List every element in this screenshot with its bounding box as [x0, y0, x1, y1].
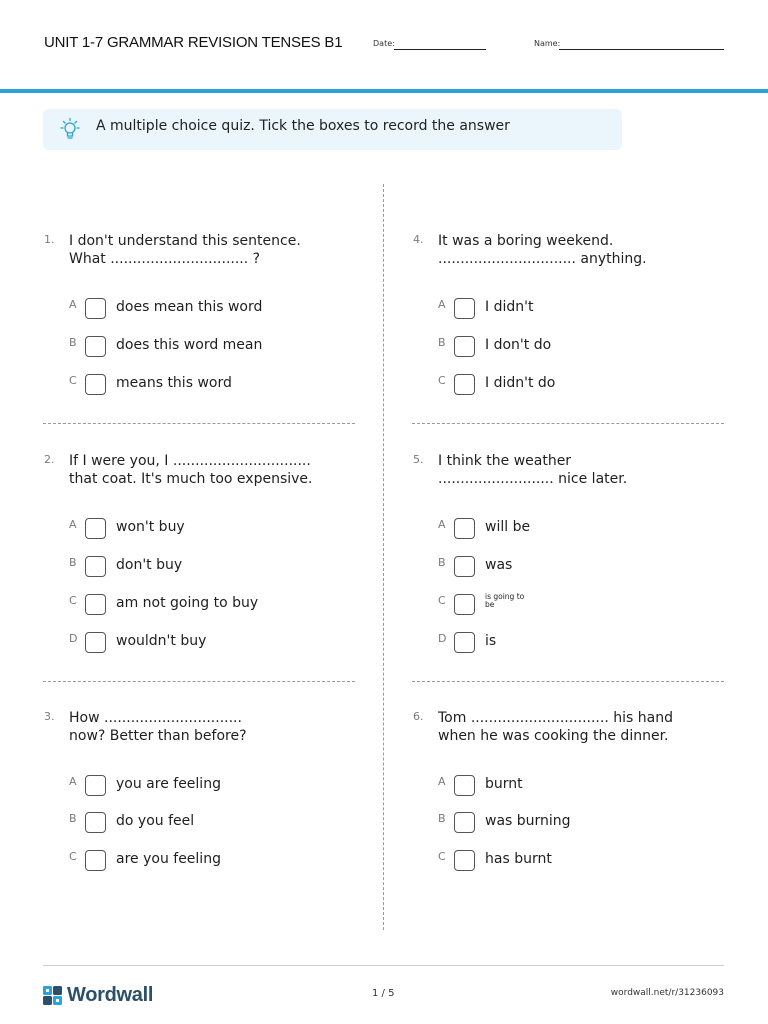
question-divider	[43, 423, 355, 424]
answer-option[interactable]	[69, 556, 369, 580]
date-label: Date:	[373, 39, 395, 48]
question-line: I think the weather	[438, 453, 572, 469]
option-letter: C	[438, 374, 446, 387]
answer-option[interactable]	[438, 518, 738, 542]
question-number: 5.	[413, 453, 424, 466]
question-line: .......................... nice later.	[438, 471, 628, 487]
answer-checkbox[interactable]	[454, 594, 475, 615]
answer-option[interactable]	[69, 850, 369, 874]
answer-option[interactable]	[438, 775, 738, 799]
answer-option[interactable]	[69, 632, 369, 656]
option-letter: A	[438, 518, 446, 531]
activity-url[interactable]: wordwall.net/r/31236093	[610, 988, 724, 998]
answer-checkbox[interactable]	[85, 336, 106, 357]
option-letter: C	[69, 594, 77, 607]
question-divider	[412, 423, 724, 424]
answer-option[interactable]	[69, 298, 369, 322]
question-text	[69, 452, 312, 488]
option-letter: B	[69, 336, 77, 349]
answer-option[interactable]	[438, 298, 738, 322]
answer-checkbox[interactable]	[454, 632, 475, 653]
name-label: Name:	[534, 39, 561, 48]
question-text	[69, 709, 247, 745]
question-number: 6.	[413, 710, 424, 723]
option-letter: A	[438, 775, 446, 788]
question-divider	[412, 681, 724, 682]
question-line: What ............................... ?	[69, 251, 261, 267]
answer-checkbox[interactable]	[85, 812, 106, 833]
option-text: I didn't	[485, 299, 534, 315]
answer-option[interactable]	[69, 594, 369, 618]
answer-option[interactable]	[438, 850, 738, 874]
option-letter: C	[438, 850, 446, 863]
column-divider	[383, 184, 384, 930]
question-number: 1.	[44, 233, 55, 246]
option-text: you are feeling	[116, 776, 221, 792]
question-line: Tom ............................... his hand	[438, 710, 673, 726]
answer-checkbox[interactable]	[85, 632, 106, 653]
answer-checkbox[interactable]	[454, 298, 475, 319]
option-letter: B	[69, 556, 77, 569]
option-text: is going to be	[485, 592, 525, 609]
option-text: was	[485, 557, 513, 573]
option-letter: D	[438, 632, 447, 645]
question-divider	[43, 681, 355, 682]
option-text: does this word mean	[116, 337, 263, 353]
option-text: burnt	[485, 776, 523, 792]
answer-option[interactable]	[438, 594, 738, 618]
option-letter: A	[69, 518, 77, 531]
lightbulb-icon	[57, 117, 83, 143]
option-text: am not going to buy	[116, 595, 259, 611]
answer-option[interactable]	[438, 336, 738, 360]
answer-checkbox[interactable]	[85, 374, 106, 395]
question-line: ............................... anything.	[438, 251, 647, 267]
option-text: has burnt	[485, 851, 552, 867]
option-text: do you feel	[116, 813, 195, 829]
question-line: It was a boring weekend.	[438, 233, 614, 249]
option-text: I didn't do	[485, 375, 556, 391]
answer-option[interactable]	[438, 632, 738, 656]
answer-checkbox[interactable]	[85, 298, 106, 319]
date-field[interactable]	[394, 49, 486, 50]
instruction-banner	[43, 109, 622, 150]
answer-checkbox[interactable]	[85, 518, 106, 539]
option-text: is	[485, 633, 497, 649]
question-line: If I were you, I ...............................	[69, 453, 311, 469]
option-text: don't buy	[116, 557, 183, 573]
question-text	[438, 452, 627, 488]
option-letter: A	[69, 775, 77, 788]
logo-text: Wordwall	[67, 984, 154, 1006]
answer-checkbox[interactable]	[85, 594, 106, 615]
answer-option[interactable]	[438, 556, 738, 580]
answer-checkbox[interactable]	[454, 518, 475, 539]
question-line: that coat. It's much too expensive.	[69, 471, 313, 487]
page-number: 1 / 5	[372, 988, 395, 999]
question-number: 4.	[413, 233, 424, 246]
answer-option[interactable]	[69, 812, 369, 836]
option-text: means this word	[116, 375, 232, 391]
wordwall-grid-icon	[43, 986, 62, 1005]
answer-option[interactable]	[438, 812, 738, 836]
question-line: How ...............................	[69, 710, 242, 726]
option-letter: B	[438, 556, 446, 569]
instruction-text: A multiple choice quiz. Tick the boxes to record the answer	[96, 118, 510, 134]
option-letter: D	[69, 632, 78, 645]
option-letter: B	[438, 812, 446, 825]
question-line: when he was cooking the dinner.	[438, 728, 669, 744]
answer-checkbox[interactable]	[85, 556, 106, 577]
question-line: now? Better than before?	[69, 728, 247, 744]
answer-checkbox[interactable]	[454, 812, 475, 833]
option-text: wouldn't buy	[116, 633, 207, 649]
question-text	[438, 232, 647, 268]
answer-checkbox[interactable]	[454, 850, 475, 871]
footer-divider	[43, 965, 724, 966]
question-text	[438, 709, 673, 745]
answer-checkbox[interactable]	[85, 850, 106, 871]
question-line: I don't understand this sentence.	[69, 233, 301, 249]
worksheet-title: UNIT 1-7 GRAMMAR REVISION TENSES B1	[44, 34, 343, 51]
question-number: 2.	[44, 453, 55, 466]
answer-option[interactable]	[69, 374, 369, 398]
answer-option[interactable]	[69, 518, 369, 542]
option-letter: A	[438, 298, 446, 311]
answer-checkbox[interactable]	[85, 775, 106, 796]
answer-checkbox[interactable]	[454, 336, 475, 357]
answer-checkbox[interactable]	[454, 556, 475, 577]
answer-option[interactable]	[69, 775, 369, 799]
name-field[interactable]	[559, 49, 724, 50]
option-letter: B	[69, 812, 77, 825]
option-letter: A	[69, 298, 77, 311]
question-number: 3.	[44, 710, 55, 723]
answer-option[interactable]	[438, 374, 738, 398]
header-accent-bar	[0, 89, 768, 93]
option-text: will be	[485, 519, 531, 535]
answer-checkbox[interactable]	[454, 775, 475, 796]
option-text: I don't do	[485, 337, 552, 353]
option-text: are you feeling	[116, 851, 221, 867]
option-letter: C	[438, 594, 446, 607]
option-letter: C	[69, 374, 77, 387]
option-letter: B	[438, 336, 446, 349]
question-text	[69, 232, 301, 268]
option-text: won't buy	[116, 519, 185, 535]
worksheet-header	[0, 0, 768, 92]
option-text: does mean this word	[116, 299, 263, 315]
answer-checkbox[interactable]	[454, 374, 475, 395]
answer-option[interactable]	[69, 336, 369, 360]
option-text: was burning	[485, 813, 571, 829]
option-letter: C	[69, 850, 77, 863]
